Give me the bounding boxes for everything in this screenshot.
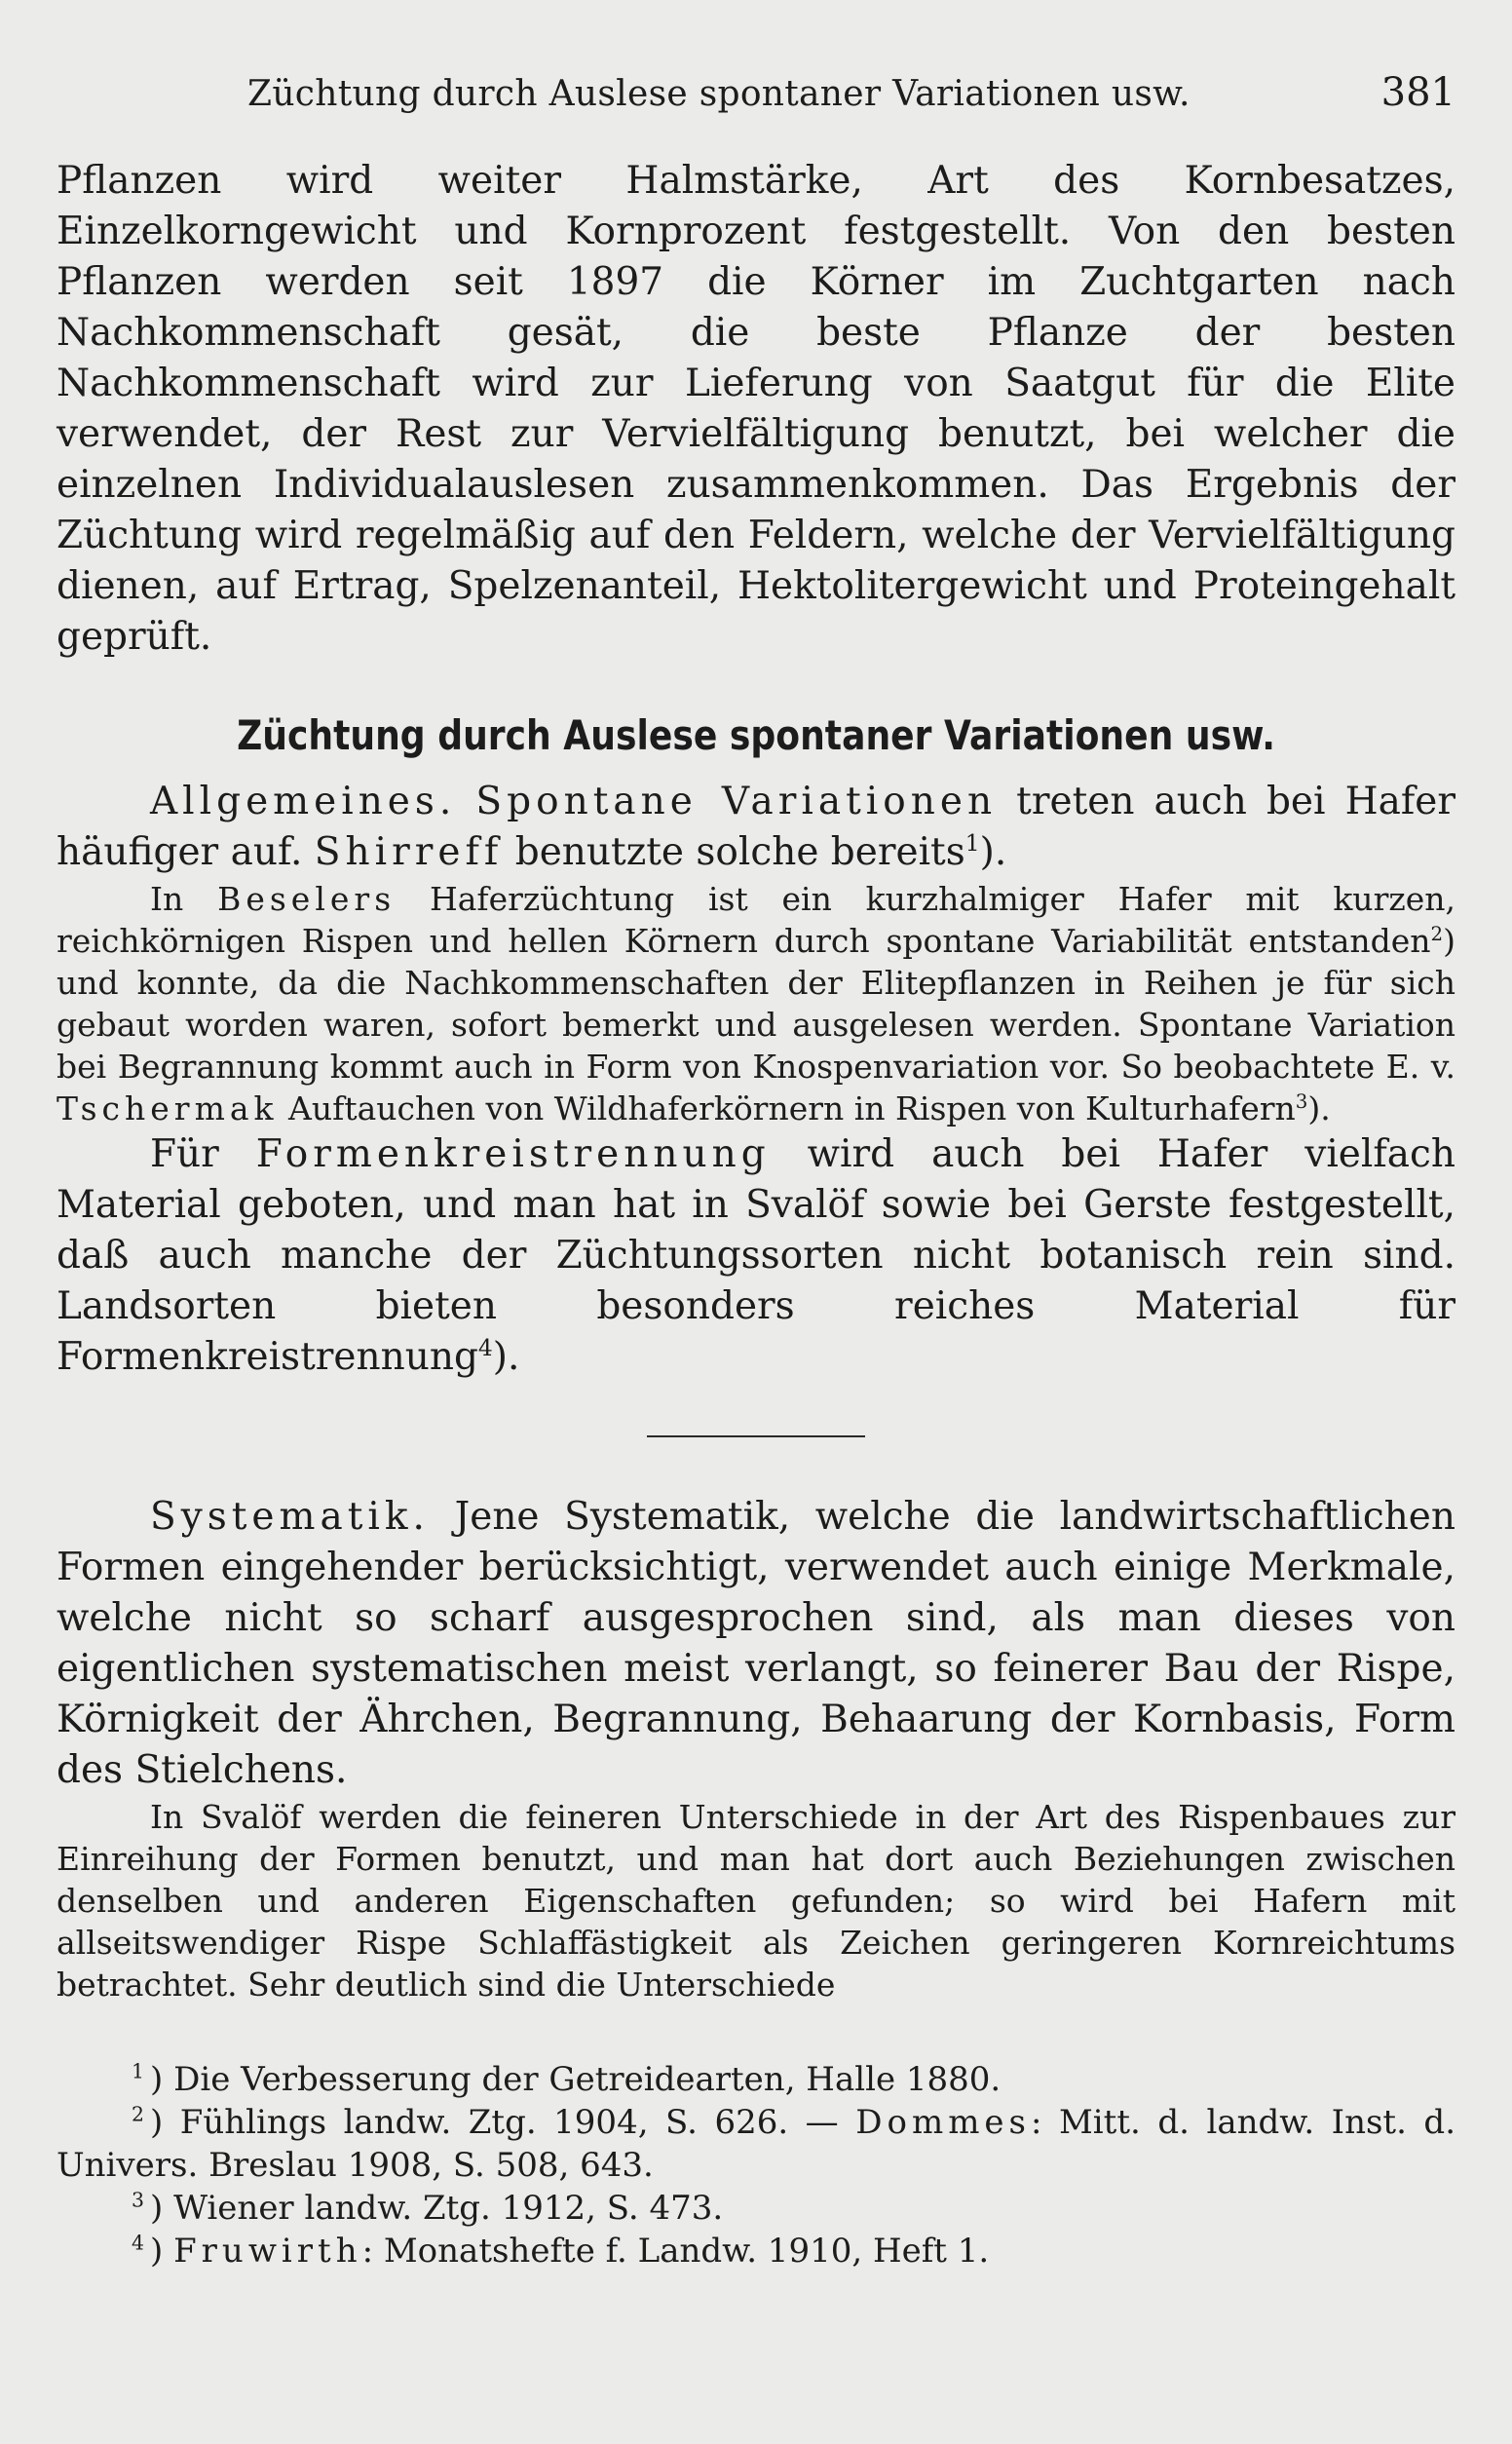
footnote-mark: 1 bbox=[132, 2059, 144, 2083]
section-heading: Züchtung durch Auslese spontaner Variationen usw. bbox=[237, 711, 1275, 759]
footnote-mark: 3 bbox=[132, 2188, 144, 2212]
footnote-1: $^1$ ) Die Verbesserung der Getreidearten, Halle 1880. bbox=[132, 2059, 1002, 2099]
paragraph-systematik: Systematik. Jene Systematik, welche die landwirtschaftlichen Formen eingehender berücksichtigt, verwendet auch einige Merkmale, welche nicht so scharf ausgesprochen sind, als man dieses von eigentlichen systematischen meist verlangt, so feinerer Bau der Rispe, Körnigkeit der Ährchen, Begrannung, Behaarung der Kornbasis, Form des Stielchens. bbox=[57, 1495, 1455, 1792]
footnote-3: $^3$ ) Wiener landw. Ztg. 1912, S. 473. bbox=[132, 2188, 724, 2228]
paragraph-continuation: Pflanzen wird weiter Halmstärke, Art des Kornbesatzes, Einzelkorngewicht und Kornprozent festgestellt. Von den besten Pflanzen werden seit 1897 die Körner im Zuchtgarten nach Nachkommenschaft gesät, die beste Pflanze der besten Nachkommenschaft wird zur Lieferung von Saatgut für die Elite verwendet, der Rest zur Vervielfältigung benutzt, bei welcher die einzelnen Individualauslesen zusammenkommen. Das Ergebnis der Züchtung wird regelmäßig auf den Feldern, welche der Vervielfältigung dienen, auf Ertrag, Spelzenanteil, Hektolitergewicht und Proteingehalt geprüft. bbox=[57, 159, 1455, 659]
footnote-ref: 3 bbox=[1295, 1090, 1308, 1113]
author-name: Tschermak bbox=[57, 1089, 279, 1127]
footnote-ref: 2 bbox=[1430, 923, 1444, 945]
term-spaced: Spontane Variationen bbox=[475, 780, 998, 823]
author-name: Dommes bbox=[855, 2103, 1031, 2142]
section-divider bbox=[647, 1435, 865, 1437]
footnote-4: $^4$ ) Fruwirth: Monatshefte f. Landw. 1910, Heft 1. bbox=[132, 2231, 990, 2271]
paragraph-allgemeines: Allgemeines. Spontane Variationen treten auch bei Hafer häufiger auf. Shirreff benutzte solche bereits$^1$). bbox=[57, 780, 1456, 874]
running-head bbox=[57, 70, 1455, 121]
author-name: Fruwirth bbox=[173, 2232, 362, 2271]
run-in-heading: Systematik. bbox=[150, 1495, 430, 1539]
run-in-heading: Allgemeines. bbox=[150, 780, 457, 823]
author-name: Beselers bbox=[217, 880, 397, 918]
footnote-ref: 4 bbox=[477, 1334, 493, 1361]
footnote-2: $^2$ ) Fühlings landw. Ztg. 1904, S. 626. — Dommes: Mitt. d. landw. Inst. d. Univers. Breslau 1908, S. 508, 643. bbox=[57, 2102, 1456, 2185]
footnotes bbox=[57, 2058, 1455, 2272]
page-number: 381 bbox=[1380, 70, 1455, 115]
paragraph-formenkreistrennung: Für Formenkreistrennung wird auch bei Hafer vielfach Material geboten, und man hat in Svalöf sowie bei Gerste festgestellt, daß auch manche der Züchtungssorten nicht botanisch rein sind. Landsorten bieten besonders reiches Material für Formenkreistrennung$^4$). bbox=[57, 1132, 1456, 1379]
author-name: Shirreff bbox=[314, 830, 504, 874]
term-spaced: Formenkreistrennung bbox=[255, 1132, 771, 1176]
footnote-mark: 2 bbox=[132, 2102, 144, 2126]
paragraph-small-beseler: In Beselers Haferzüchtung ist ein kurzhalmiger Hafer mit kurzen, reichkörnigen Rispen und hellen Körnern durch spontane Variabilität entstanden$^2$) und konnte, da die Nachkommenschaften der Elitepflanzen in Reihen je für sich gebaut worden waren, sofort bemerkt und ausgelesen werden. Spontane Variation bei Begrannung kommt auch in Form von Knospenvariation vor. So beobachtete E. v. Tschermak Auftauchen von Wildhaferkörnern in Rispen von Kulturhafern$^3$). bbox=[57, 880, 1455, 1127]
paragraph-small-svaloef: In Svalöf werden die feineren Unterschiede in der Art des Rispenbaues zur Einreihung der Formen benutzt, und man hat dort auch Beziehungen zwischen denselben und anderen Eigenschaften gefunden; so wird bei Hafern mit allseitswendiger Rispe Schlaffästigkeit als Zeichen geringeren Kornreichtums betrachtet. Sehr deutlich sind die Unterschiede bbox=[57, 1798, 1455, 2004]
running-head-title: Züchtung durch Auslese spontaner Variationen usw. bbox=[247, 74, 1191, 114]
page-body bbox=[57, 156, 1455, 2272]
footnote-mark: 4 bbox=[132, 2231, 144, 2255]
footnote-ref: 1 bbox=[964, 829, 980, 857]
